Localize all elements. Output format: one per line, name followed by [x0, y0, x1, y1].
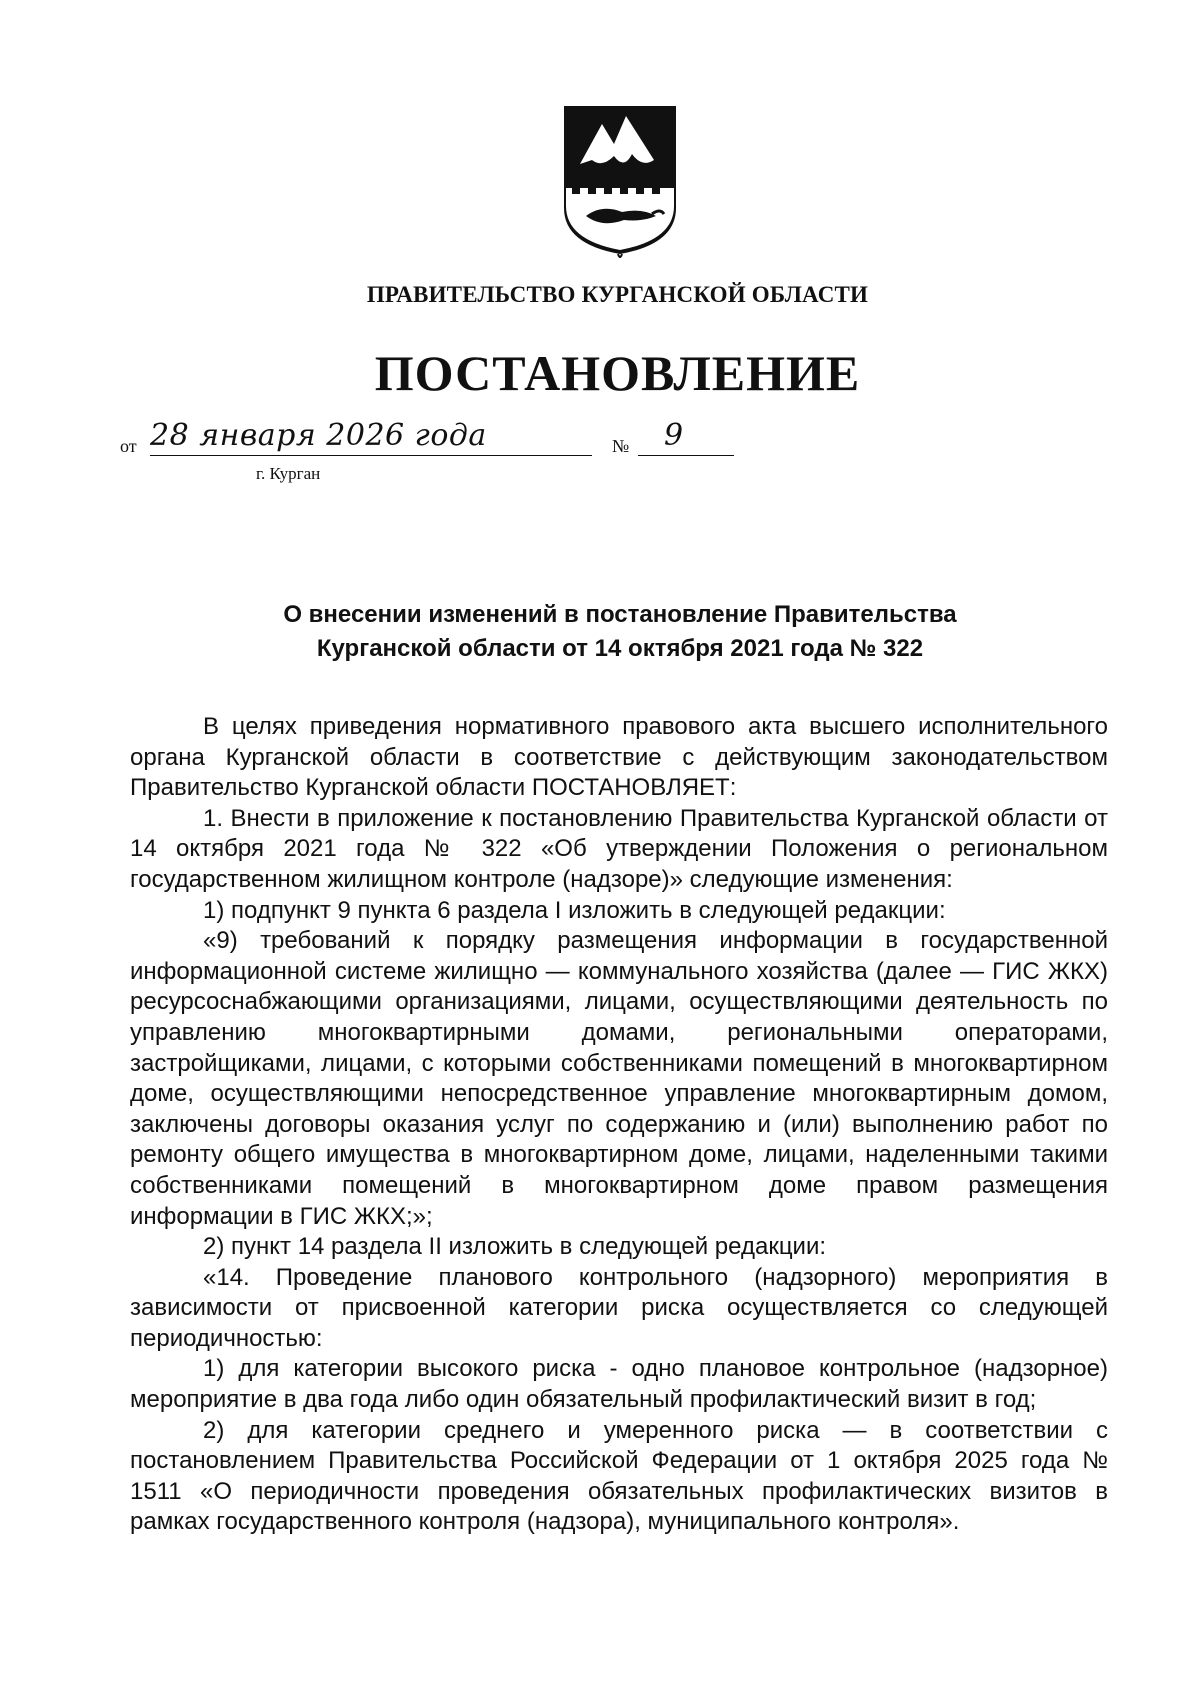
- city: г. Курган: [256, 464, 321, 483]
- paragraph: В целях приведения нормативного правового акта высшего исполнительного органа Курганской области в соответствие с действующим законодательством Правительство Курганской области ПОСТАНОВЛЯЕТ:: [130, 713, 1108, 802]
- paragraph: 1) для категории высокого риска - одно плановое контрольное (надзорное) мероприятие в два года либо один обязательный профилактический визит в год;: [130, 1355, 1108, 1414]
- document-body: [130, 712, 1108, 1538]
- paragraph: 1. Внести в приложение к постановлению Правительства Курганской области от 14 октября 2021 года № 322 «Об утверждении Положения о региональном государственном жилищном контроле (надзоре)» следующие изменения:: [130, 804, 1108, 893]
- coat-of-arms-icon: [562, 104, 678, 262]
- date-prefix: от: [120, 436, 137, 456]
- title-line-1: О внесении изменений в постановление Правительства: [283, 601, 957, 628]
- date-number-line: [120, 418, 684, 498]
- government-name: ПРАВИТЕЛЬСТВО КУРГАНСКОЙ ОБЛАСТИ: [366, 282, 869, 307]
- title-line-2: Курганской области от 14 октября 2021 года № 322: [316, 635, 924, 662]
- document-title: [130, 598, 1110, 666]
- number-sign: №: [612, 436, 630, 456]
- document-type: ПОСТАНОВЛЕНИЕ: [374, 345, 861, 401]
- paragraph: «14. Проведение планового контрольного (надзорного) мероприятия в зависимости от присвоенной категории риска осуществляется со следующей периодичностью:: [130, 1263, 1108, 1352]
- paragraph: «9) требований к порядку размещения информации в государственной информационной системе жилищно — коммунального хозяйства (далее — ГИС ЖКХ) ресурсоснабжающими организациями, лицами, осуществляющими деятельность по управлению многоквартирными домами, региональными операторами, застройщиками, лицами, с которыми собственниками помещений в многоквартирном доме, осуществляющими непосредственное управление многоквартирным домом, заключены договоры оказания услуг по содержанию и (или) выполнению работ по ремонту общего имущества в многоквартирном доме, лицами, наделенными такими собственниками помещений в многоквартирном доме правом размещения информации в ГИС ЖКХ;»;: [130, 927, 1108, 1230]
- paragraph: 1) подпункт 9 пункта 6 раздела I изложить в следующей редакции:: [203, 896, 946, 924]
- paragraph: 2) для категории среднего и умеренного риска — в соответствии с постановлением Правительства Российской Федерации от 1 октября 2025 года № 1511 «О периодичности проведения обязательных профилактических визитов в рамках государственного контроля (надзора), муниципального контроля».: [130, 1416, 1108, 1536]
- document-date: 28 января 2026 года: [150, 418, 592, 456]
- document-number: 9: [638, 418, 734, 456]
- paragraph: 2) пункт 14 раздела II изложить в следующей редакции:: [203, 1233, 827, 1261]
